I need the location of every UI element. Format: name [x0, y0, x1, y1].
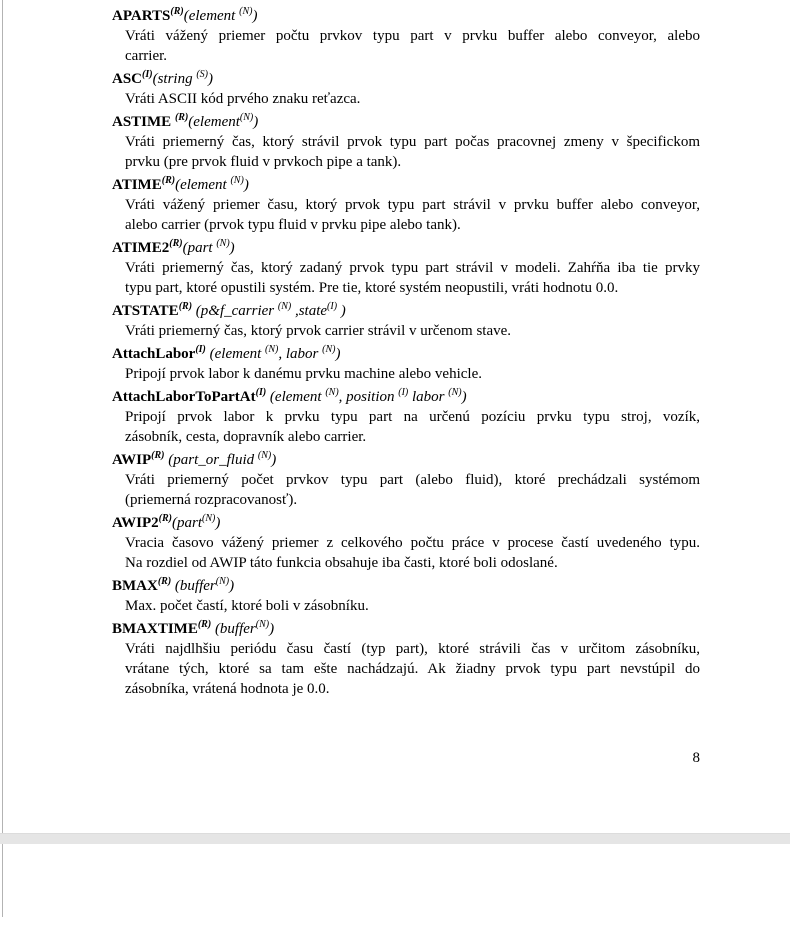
type-superscript: (R) [161, 175, 176, 186]
function-name: AWIP2 [112, 515, 159, 531]
function-heading [112, 513, 700, 533]
function-description [0, 195, 700, 235]
type-superscript: (R) [170, 6, 184, 17]
type-superscript: (N) [277, 301, 292, 312]
function-description [0, 321, 700, 341]
function-entry [0, 112, 700, 172]
function-heading [112, 6, 700, 26]
function-entry [0, 576, 700, 616]
document-next-page-top [0, 844, 790, 925]
function-description [0, 89, 700, 109]
type-superscript: (I) [398, 387, 409, 398]
function-entry [0, 175, 700, 235]
function-description-line: Vráti vážený priemer času, ktorý prvok typu part strávil v prvku buffer alebo conveyor, [125, 197, 700, 213]
function-entry [0, 513, 700, 573]
function-signature-text: ) [335, 346, 341, 362]
type-superscript: (I) [327, 301, 338, 312]
function-signature-text: , position [338, 389, 399, 405]
type-superscript: (R) [178, 301, 193, 312]
page-gap-separator [0, 833, 790, 844]
function-description-line: Vracia časovo vážený priemer z celkového počtu práce v procese častí uvedeného typu. [125, 535, 700, 551]
function-description [0, 258, 700, 298]
function-description-line: prvku (pre prvok fluid v prvkoch pipe a tank). [125, 154, 402, 170]
function-description [0, 533, 700, 573]
function-description-line: Vráti najdlhšiu periódu času častí (typ part), ktoré strávili čas v určitom zásobníku, [125, 641, 700, 657]
function-signature-text: ) [269, 621, 275, 637]
function-signature-text: (element [266, 389, 326, 405]
type-superscript: (N) [239, 112, 254, 123]
type-superscript: (S) [196, 69, 209, 80]
function-description-line: zásobníka, vrátená hodnota je 0.0. [125, 681, 330, 697]
function-entry [0, 387, 700, 447]
function-signature-text: ) [253, 114, 259, 130]
function-signature-text: ) [229, 240, 235, 256]
function-heading [112, 69, 700, 89]
function-description [0, 407, 700, 447]
function-heading [112, 450, 700, 470]
function-entry [0, 344, 700, 384]
function-heading [112, 387, 700, 407]
type-superscript: (N) [322, 344, 336, 355]
type-superscript: (N) [230, 175, 244, 186]
type-superscript: (I) [195, 344, 206, 355]
function-signature-text: (buffer [171, 578, 216, 594]
type-superscript: (N) [216, 238, 230, 249]
type-superscript: (N) [255, 619, 270, 630]
function-description-line: Pripojí prvok labor k prvku typu part na určenú pozíciu prvku typu stroj, vozík, [125, 409, 700, 425]
function-entry [0, 619, 700, 699]
type-superscript: (R) [174, 112, 189, 123]
function-name: BMAX [112, 578, 158, 594]
function-name: AttachLabor [112, 346, 196, 362]
function-entry [0, 69, 700, 109]
function-heading [112, 344, 700, 364]
page-number: 8 [692, 750, 700, 766]
function-entry [0, 6, 700, 66]
function-description-line: carrier. [125, 48, 168, 64]
function-signature-text: ) [208, 71, 214, 87]
function-signature-text: (part [182, 240, 217, 256]
type-superscript: (N) [448, 387, 462, 398]
type-superscript: (N) [325, 387, 339, 398]
function-description-line: zásobník, cesta, dopravník alebo carrier. [125, 429, 367, 445]
function-heading [112, 175, 700, 195]
function-signature-text: ) [337, 303, 346, 319]
function-description-line: Vráti priemerný čas, ktorý zadaný prvok typu part strávil v modeli. Zahŕňa iba tie prvky [125, 260, 700, 276]
type-superscript: (N) [215, 576, 230, 587]
function-signature-text: (element [175, 177, 231, 193]
function-name: ASTIME [112, 114, 172, 130]
type-superscript: (I) [255, 387, 267, 398]
function-description [0, 470, 700, 510]
function-heading [112, 238, 700, 258]
function-description [0, 364, 700, 384]
function-name: BMAXTIME [112, 621, 198, 637]
function-description-line: Vráti ASCII kód prvého znaku reťazca. [125, 91, 361, 107]
function-description-line: Pripojí prvok labor k danému prvku machine alebo vehicle. [125, 366, 482, 382]
function-description-line: Vráti vážený priemer počtu prvkov typu part v prvku buffer alebo conveyor, alebo [125, 28, 700, 44]
type-superscript: (N) [239, 6, 253, 17]
type-superscript: (N) [202, 513, 216, 524]
function-name: APARTS [112, 8, 171, 24]
function-signature-text: , labor [278, 346, 323, 362]
function-name: ATIME [112, 177, 162, 193]
function-signature-text: (element [188, 114, 240, 130]
function-description-line: typu part, ktoré opustili systém. Pre tie, ktoré systém neopustili, vráti hodnotu 0.0. [125, 280, 619, 296]
function-heading [112, 112, 700, 132]
function-entry [0, 450, 700, 510]
function-description-line: Vráti priemerný čas, ktorý prvok carrier strávil v určenom stave. [125, 323, 512, 339]
type-superscript: (I) [142, 69, 153, 80]
function-description-line: Na rozdiel od AWIP táto funkcia obsahuje iba časti, ktoré boli odoslané. [125, 555, 558, 571]
function-signature-text: (element [183, 8, 240, 24]
function-signature-text: labor [408, 389, 449, 405]
function-heading [112, 576, 700, 596]
type-superscript: (N) [257, 450, 272, 461]
function-signature-text: (element [205, 346, 266, 362]
function-name: ATIME2 [112, 240, 170, 256]
function-reference-list [0, 6, 700, 702]
function-signature-text: (buffer [211, 621, 256, 637]
function-description [0, 132, 700, 172]
function-name: ATSTATE [112, 303, 179, 319]
type-superscript: (R) [169, 238, 183, 249]
function-signature-text: ) [243, 177, 249, 193]
type-superscript: (R) [158, 513, 173, 524]
function-description [0, 639, 700, 699]
function-signature-text: ) [229, 578, 235, 594]
function-signature-text: ) [215, 515, 221, 531]
function-signature-text: (part [172, 515, 203, 531]
function-signature-text: (p&f_carrier [192, 303, 278, 319]
function-name: AWIP [112, 452, 152, 468]
function-description-line: Vráti priemerný počet prvkov typu part (alebo fluid), ktoré prechádzali systémom [125, 472, 700, 488]
type-superscript: (R) [151, 450, 165, 461]
function-name: ASC [112, 71, 143, 87]
function-signature-text: ) [271, 452, 277, 468]
function-heading [112, 301, 700, 321]
type-superscript: (R) [157, 576, 172, 587]
function-description-line: alebo carrier (prvok typu fluid v prvku pipe alebo tank). [125, 217, 461, 233]
page-left-border-line [2, 844, 3, 917]
function-signature-text: ) [252, 8, 258, 24]
type-superscript: (R) [197, 619, 212, 630]
type-superscript: (N) [265, 344, 279, 355]
function-description-line: vrátane tých, ktoré sa tam ešte nachádzajú. Ak žiadny prvok typu part nevstúpil do [125, 661, 700, 677]
function-description-line: (priemerná rozpracovanosť). [125, 492, 298, 508]
function-description-line: Vráti priemerný čas, ktorý strávil prvok typu part počas pracovnej zmeny v špecifickom [125, 134, 700, 150]
function-description [0, 26, 700, 66]
function-signature-text: (part_or_fluid [164, 452, 258, 468]
function-entry [0, 301, 700, 341]
function-entry [0, 238, 700, 298]
function-name: AttachLaborToPartAt [112, 389, 256, 405]
function-signature-text: ) [461, 389, 467, 405]
function-description-line: Max. počet častí, ktoré boli v zásobníku. [125, 598, 369, 614]
function-heading [112, 619, 700, 639]
function-signature-text: ,state [291, 303, 328, 319]
function-description [0, 596, 700, 616]
function-signature-text: (string [152, 71, 197, 87]
